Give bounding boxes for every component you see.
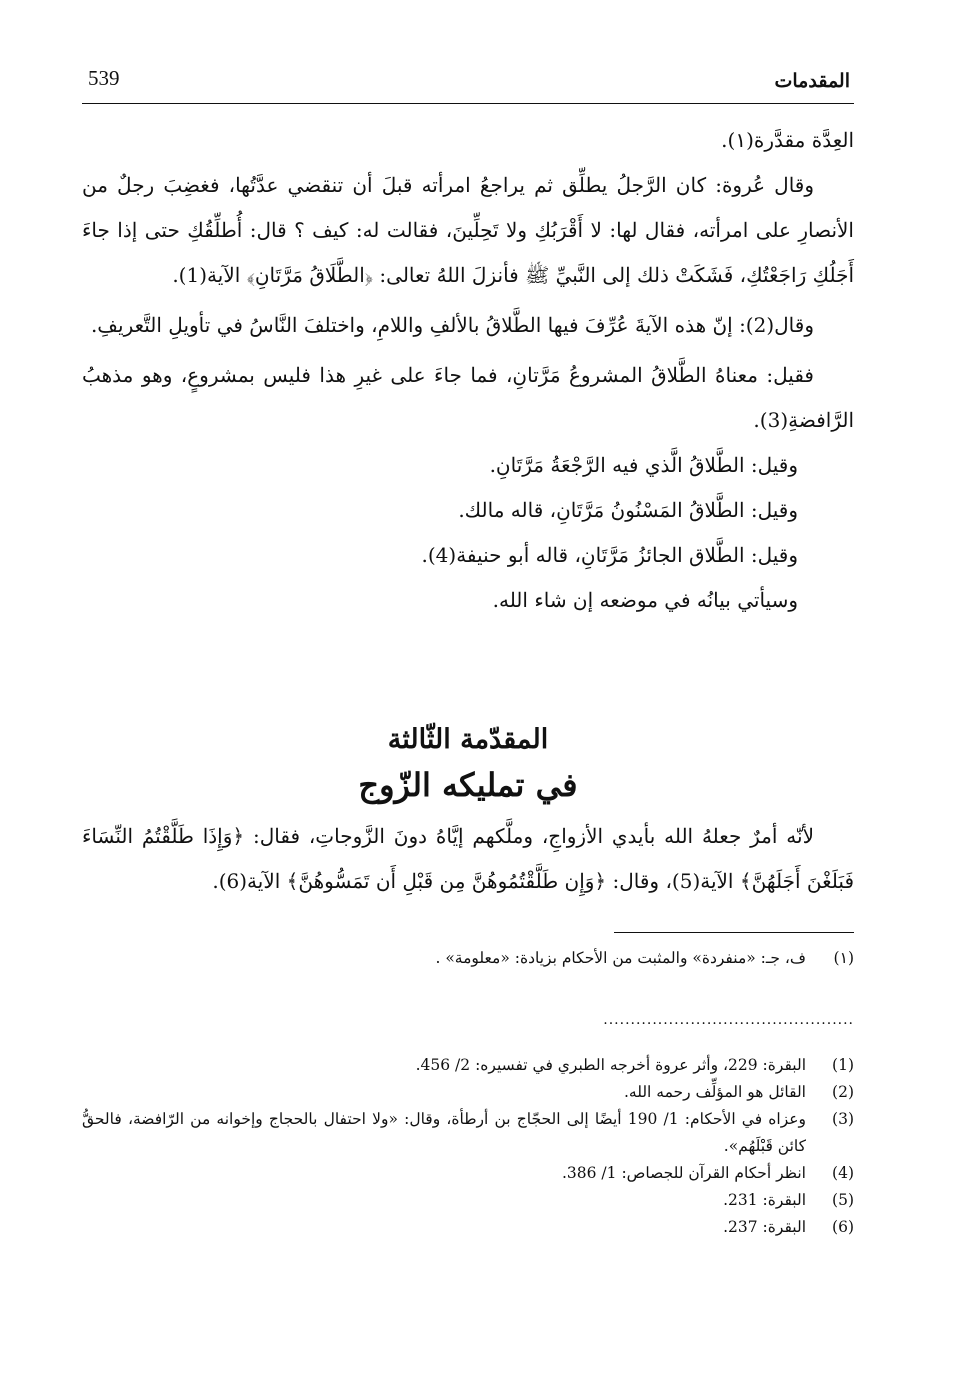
paragraph-liannahu: لأنّه أمرٌ جعلهُ الله بأيدي الأزواجِ، وملَّكهم إيَّاهُ دونَ الزَّوجاتِ، فقال: ﴿وَإِذَا طَلَّقْتُمُ النِّسَاءَ فَبَلَغْنَ أَجَلَهُنَّ﴾ الآية(5)، وقال: ﴿وَإِن طَلَّقْتُمُوهُنَّ مِن قَبْلِ أَن تَمَسُّوهُنَّ﴾ الآية(6).: [82, 824, 854, 893]
paragraph-sayati: وسيأتي بيانُه في موضعه إن شاء الله.: [492, 588, 798, 612]
paragraph-qil-3: وقيل: الطَّلاق الجائزُ مَرَّتَانِ، قاله أبو حنيفة(4).: [421, 543, 798, 567]
footnote-text: البقرة: 229، وأثر عروة أخرجه الطبري في تفسيره: 2/ 456.: [415, 1056, 806, 1074]
footnote-item: [82, 1079, 854, 1106]
footnote-number: (5): [832, 1191, 854, 1209]
footnote-number: (2): [832, 1083, 854, 1101]
footnote-text: البقرة: 231.: [723, 1191, 806, 1209]
section-text: [82, 814, 854, 904]
running-title: المقدمات: [774, 70, 850, 92]
footnote-text: البقرة: 237.: [723, 1218, 806, 1236]
section-title: المقدّمة الثّالثة: [387, 724, 549, 755]
footnote-number: (4): [832, 1164, 854, 1182]
page-header: [82, 62, 854, 104]
editor-note: [82, 945, 854, 972]
footnote-text: انظر أحكام القرآن للجصاص: 1/ 386.: [561, 1164, 806, 1182]
footnote-item: [82, 1214, 854, 1241]
footnote-item: [82, 1106, 854, 1160]
note-number: (١): [833, 949, 854, 967]
footnote-text: القائل هو المؤلِّف رحمه الله.: [623, 1083, 806, 1101]
paragraph-qil-2: وقيل: الطَّلاقُ المَسْنُونُ مَرَّتَانِ، قاله مالك.: [458, 498, 798, 522]
footnote-text: وعزاه في الأحكام: 1/ 190 أيضًا إلى الحجّاج بن أرطأة، وقال: «ولا احتفال بالحجاج وإخوانه من الرّافضة، فالحقُّ كائن قَبْلَهُم».: [82, 1110, 807, 1155]
note-text: ف، جـ: «منفردة» والمثبت من الأحكام بزيادة: «معلومة» .: [435, 949, 806, 967]
footnote-item: [82, 1160, 854, 1187]
header-rule: [82, 103, 854, 104]
footnote-number: (3): [832, 1110, 854, 1128]
footnote-rule: [614, 932, 854, 933]
paragraph-qil-1: وقيل: الطَّلاقُ الَّذي فيه الرَّجْعَةُ مَرَّتَانِ.: [489, 453, 798, 477]
section-subtitle: في تمليكه الزّوج: [358, 766, 578, 804]
main-text: [82, 118, 854, 623]
footnote-item: [82, 1187, 854, 1214]
page-number: 539: [88, 66, 120, 90]
footnote-number: (1): [832, 1056, 854, 1074]
paragraph-faqil: فقيل: معناهُ الطَّلاقُ المشروعُ مَرَّتانِ، فما جاءَ على غيرِ هذا فليس بمشروعٍ، وهو مذهبُ الرَّافضةِ(3).: [82, 363, 854, 432]
editor-note-item: [82, 945, 854, 972]
footnote-number: (6): [832, 1218, 854, 1236]
paragraph-qal: وقال(2): إنّ هذه الآيةَ عُرِّفَ فيها الطَّلاقُ بالألفِ واللامِ، واختلفَ النَّاسُ في تأويلِ التَّعريفِ.: [90, 313, 814, 337]
paragraph-urwa: وقال عُروة: كان الرَّجلُ يطلِّق ثم يراجعُ امرأته قبلَ أن تنقضي عدَّتُها، فغضِبَ رجلٌ من الأنصارِ على امرأته، فقال لها: لا أَقْرَبُكِ ولا تَحِلِّينَ، فقالت له: كيف ؟ قال: أُطلِّقُكِ حتى إذا جاءَ أَجَلُكِ رَاجَعْتُكِ، فَشَكَتْ ذلك إلى النَّبيِّ ﷺ فأنزلَ اللهُ تعالى: ﴿الطَّلَاقُ مَرَّتَانِ﴾ الآية(1).: [82, 173, 854, 287]
footnotes: [82, 1052, 854, 1241]
footnote-item: [82, 1052, 854, 1079]
paragraph-iddah: العِدَّة مقدَّرة(١).: [721, 128, 854, 152]
dotted-separator: ..............................................: [603, 1012, 854, 1028]
